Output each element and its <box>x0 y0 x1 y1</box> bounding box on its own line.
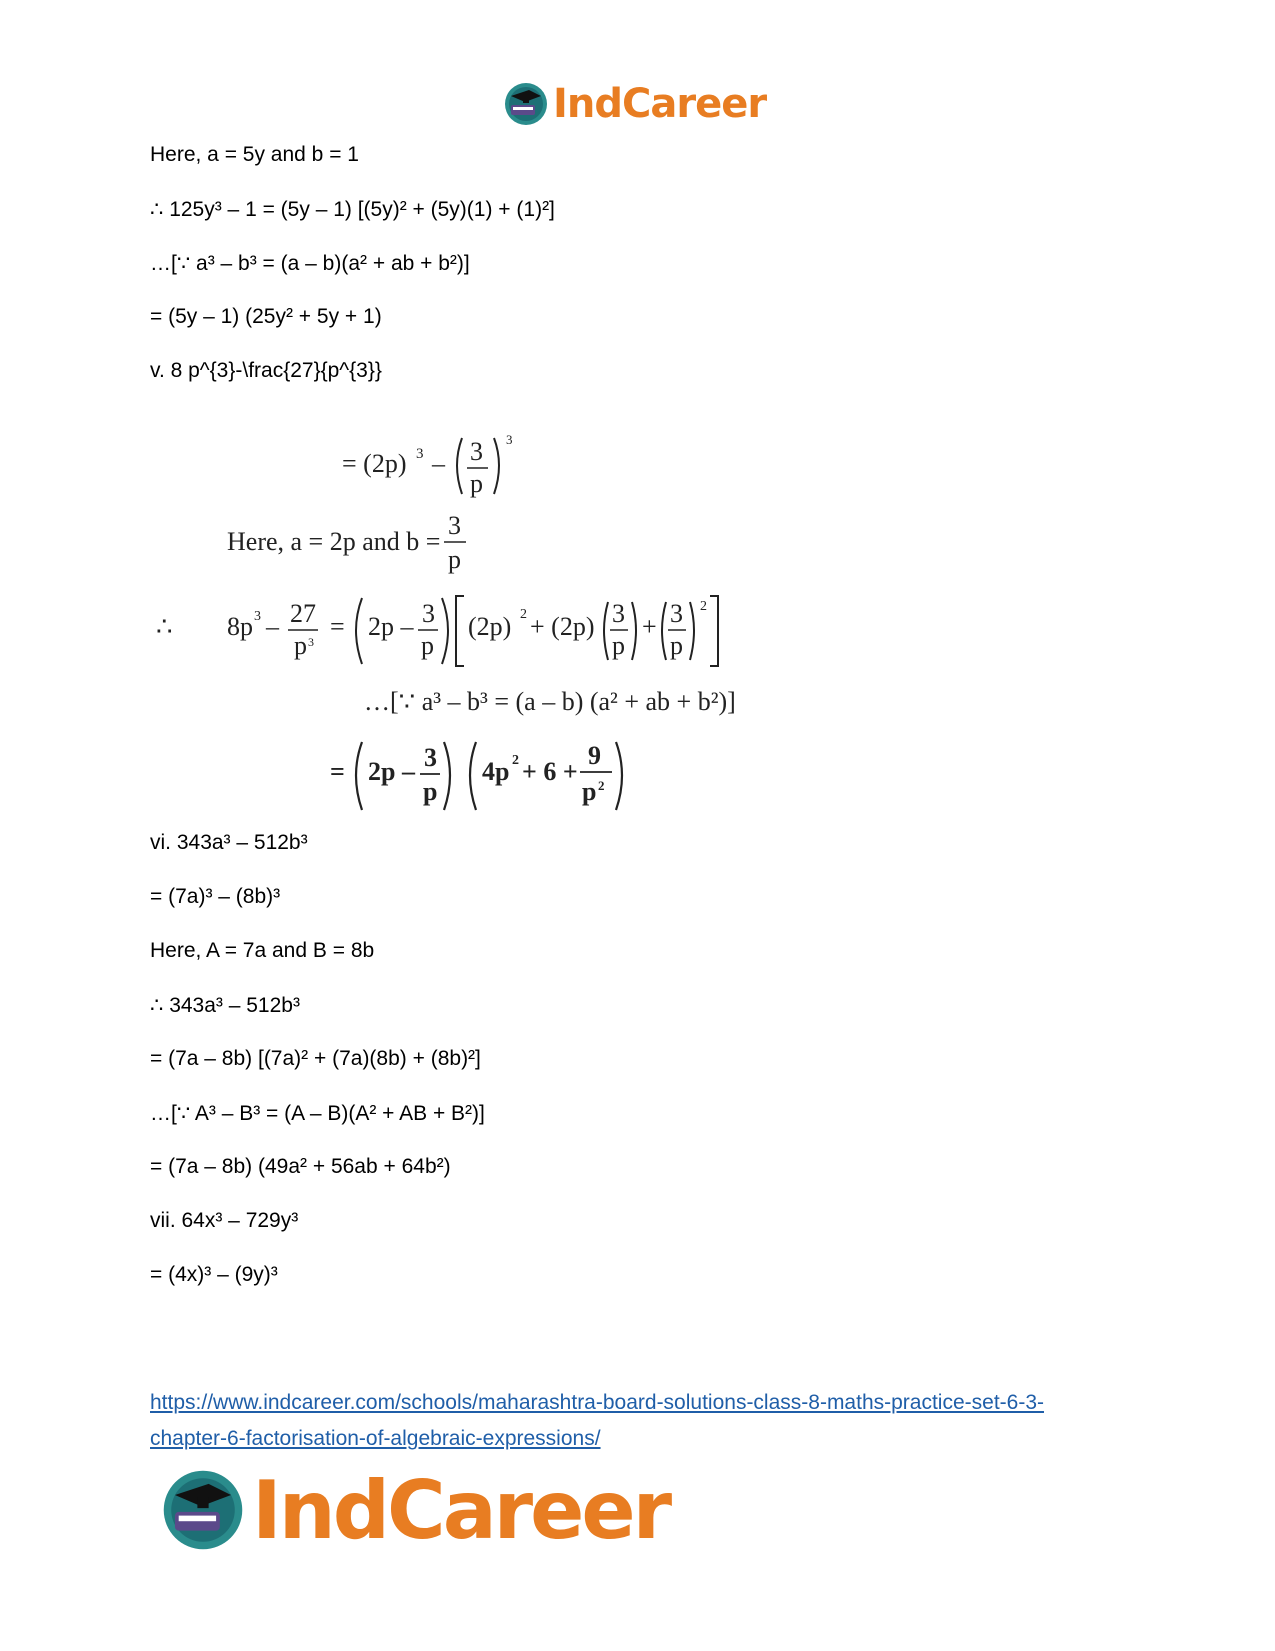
text-line: = (5y – 1) (25y² + 5y + 1) <box>150 305 382 328</box>
svg-text:p: p <box>423 777 438 806</box>
math-row3-den-exp: 3 <box>308 635 314 649</box>
text-line: = (7a – 8b) [(7a)² + (7a)(8b) + (8b)²] <box>150 1047 481 1070</box>
math-row2-den: p <box>448 545 461 574</box>
math-row3-num: 27 <box>290 599 316 628</box>
graduation-cap-book-icon <box>160 1467 246 1553</box>
math-row1-minus: – <box>432 449 445 478</box>
svg-text:p: p <box>421 631 434 660</box>
svg-text:2: 2 <box>520 607 527 622</box>
svg-text:2: 2 <box>598 778 605 793</box>
math-row1-lhs: = (2p) <box>342 449 407 478</box>
svg-text:p: p <box>612 631 625 660</box>
math-row2-num: 3 <box>448 511 461 540</box>
svg-text:+ 6 +: + 6 + <box>522 757 578 786</box>
svg-text:4p: 4p <box>482 757 510 786</box>
svg-text:p: p <box>582 777 597 806</box>
text-line: ∴ 343a³ – 512b³ <box>150 994 300 1017</box>
text-line: ∴ 125y³ – 1 = (5y – 1) [(5y)² + (5y)(1) + (1)²] <box>150 198 555 221</box>
text-line: = (7a)³ – (8b)³ <box>150 885 281 908</box>
footer-logo <box>160 1465 669 1555</box>
graduation-cap-book-icon <box>503 81 549 127</box>
math-row-3 <box>156 596 718 666</box>
source-link-line-2[interactable]: chapter-6-factorisation-of-algebraic-expressions/ <box>150 1427 601 1450</box>
text-line: …[∵ A³ – B³ = (A – B)(A² + AB + B²)] <box>150 1102 485 1125</box>
math-row3-exp: 3 <box>254 609 261 624</box>
svg-text:2: 2 <box>512 753 519 768</box>
svg-text:3: 3 <box>424 743 437 772</box>
text-line: = (4x)³ – (9y)³ <box>150 1263 278 1286</box>
math-row-2 <box>227 511 466 574</box>
svg-text:+ (2p): + (2p) <box>530 612 595 641</box>
math-row3-den: p <box>294 631 307 660</box>
footer-logo-text: IndCareer <box>252 1463 670 1557</box>
svg-text:=: = <box>330 612 345 641</box>
math-solution-image <box>150 420 790 840</box>
math-row1-num: 3 <box>470 437 483 466</box>
svg-text:3: 3 <box>612 599 625 628</box>
math-row3-minus: – <box>266 612 279 641</box>
question-v-label: v. 8 p^{3}-\frac{27}{p^{3}} <box>150 359 382 382</box>
svg-text:(2p): (2p) <box>468 612 512 641</box>
math-row1-den: p <box>470 469 483 498</box>
svg-text:p: p <box>670 631 683 660</box>
header-logo-text: IndCareer <box>553 81 767 127</box>
math-row3-lhs: 8p <box>227 612 253 641</box>
math-row3-therefore: ∴ <box>156 612 173 641</box>
svg-text:3: 3 <box>422 599 435 628</box>
svg-text:3: 3 <box>670 599 683 628</box>
svg-text:+: + <box>642 612 657 641</box>
svg-text:2: 2 <box>700 599 707 614</box>
text-line: Here, a = 5y and b = 1 <box>150 143 359 166</box>
svg-text:2p –: 2p – <box>368 757 415 786</box>
svg-text:9: 9 <box>588 741 601 770</box>
question-vii-label: vii. 64x³ – 729y³ <box>150 1209 299 1232</box>
source-link[interactable] <box>150 1385 1160 1457</box>
svg-text:2p –: 2p – <box>368 612 414 641</box>
math-row5-eq: = <box>330 757 345 786</box>
math-row-4 <box>364 687 736 716</box>
math-row1-exp: 3 <box>416 446 424 462</box>
math-row1-exp2: 3 <box>506 432 513 447</box>
math-row2-text: Here, a = 2p and b = <box>227 527 441 556</box>
text-line: = (7a – 8b) (49a² + 56ab + 64b²) <box>150 1155 451 1178</box>
math-row-1 <box>342 432 513 498</box>
math-row4-identity: …[∵ a³ – b³ = (a – b) (a² + ab + b²)] <box>364 687 736 716</box>
header-logo <box>503 78 766 130</box>
math-row-5 <box>330 741 622 810</box>
text-line: Here, A = 7a and B = 8b <box>150 939 375 962</box>
text-line: …[∵ a³ – b³ = (a – b)(a² + ab + b²)] <box>150 252 470 275</box>
source-link-line-1[interactable]: https://www.indcareer.com/schools/maharashtra-board-solutions-class-8-maths-practice-set-6-3- <box>150 1391 1044 1414</box>
question-vi-label: vi. 343a³ – 512b³ <box>150 831 308 854</box>
